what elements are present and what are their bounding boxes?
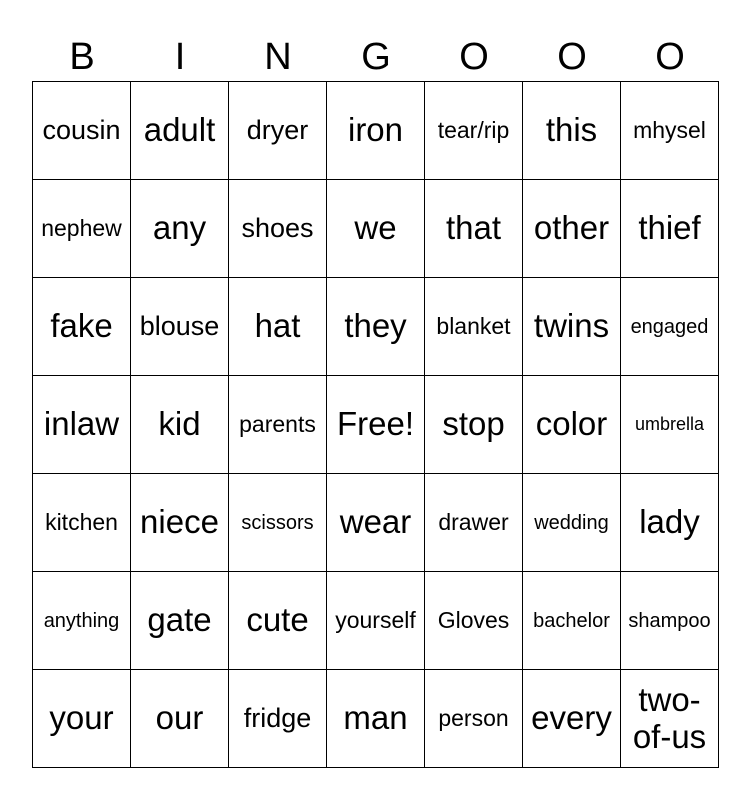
- bingo-cell[interactable]: blouse: [131, 278, 229, 376]
- bingo-cell[interactable]: twins: [523, 278, 621, 376]
- bingo-cell[interactable]: other: [523, 180, 621, 278]
- bingo-cell[interactable]: shoes: [229, 180, 327, 278]
- bingo-cell[interactable]: two-of-us: [621, 670, 719, 768]
- bingo-cell[interactable]: cute: [229, 572, 327, 670]
- header-letter: G: [361, 36, 391, 78]
- bingo-cell[interactable]: niece: [131, 474, 229, 572]
- bingo-cell[interactable]: thief: [621, 180, 719, 278]
- bingo-cell[interactable]: gate: [131, 572, 229, 670]
- bingo-cell[interactable]: drawer: [425, 474, 523, 572]
- bingo-cell[interactable]: fake: [33, 278, 131, 376]
- bingo-cell[interactable]: engaged: [621, 278, 719, 376]
- bingo-cell[interactable]: wedding: [523, 474, 621, 572]
- bingo-cell[interactable]: blanket: [425, 278, 523, 376]
- bingo-header: [33, 32, 719, 82]
- bingo-cell[interactable]: they: [327, 278, 425, 376]
- header-letter: O: [459, 36, 489, 78]
- free-space-cell[interactable]: Free!: [327, 376, 425, 474]
- bingo-cell[interactable]: tear/rip: [425, 82, 523, 180]
- bingo-cell[interactable]: cousin: [33, 82, 131, 180]
- bingo-cell[interactable]: mhysel: [621, 82, 719, 180]
- bingo-cell[interactable]: our: [131, 670, 229, 768]
- bingo-cell[interactable]: anything: [33, 572, 131, 670]
- bingo-cell[interactable]: every: [523, 670, 621, 768]
- bingo-cell[interactable]: person: [425, 670, 523, 768]
- bingo-cell[interactable]: fridge: [229, 670, 327, 768]
- bingo-cell[interactable]: that: [425, 180, 523, 278]
- bingo-cell[interactable]: stop: [425, 376, 523, 474]
- bingo-cell[interactable]: nephew: [33, 180, 131, 278]
- bingo-cell[interactable]: this: [523, 82, 621, 180]
- bingo-cell[interactable]: man: [327, 670, 425, 768]
- header-letter: O: [557, 36, 587, 78]
- bingo-grid: [32, 81, 719, 768]
- bingo-cell[interactable]: wear: [327, 474, 425, 572]
- bingo-cell[interactable]: parents: [229, 376, 327, 474]
- bingo-cell[interactable]: lady: [621, 474, 719, 572]
- bingo-cell[interactable]: shampoo: [621, 572, 719, 670]
- bingo-cell[interactable]: kitchen: [33, 474, 131, 572]
- bingo-cell[interactable]: we: [327, 180, 425, 278]
- header-letter: N: [264, 36, 292, 78]
- bingo-cell[interactable]: Gloves: [425, 572, 523, 670]
- bingo-cell[interactable]: iron: [327, 82, 425, 180]
- header-letter: O: [655, 36, 685, 78]
- bingo-cell[interactable]: scissors: [229, 474, 327, 572]
- header-letter: B: [69, 36, 95, 78]
- bingo-cell[interactable]: kid: [131, 376, 229, 474]
- bingo-cell[interactable]: adult: [131, 82, 229, 180]
- bingo-cell[interactable]: dryer: [229, 82, 327, 180]
- bingo-cell[interactable]: hat: [229, 278, 327, 376]
- bingo-cell[interactable]: umbrella: [621, 376, 719, 474]
- header-letter: I: [174, 36, 186, 78]
- bingo-cell[interactable]: yourself: [327, 572, 425, 670]
- bingo-cell[interactable]: your: [33, 670, 131, 768]
- bingo-cell[interactable]: any: [131, 180, 229, 278]
- bingo-cell[interactable]: inlaw: [33, 376, 131, 474]
- bingo-cell[interactable]: color: [523, 376, 621, 474]
- bingo-cell[interactable]: bachelor: [523, 572, 621, 670]
